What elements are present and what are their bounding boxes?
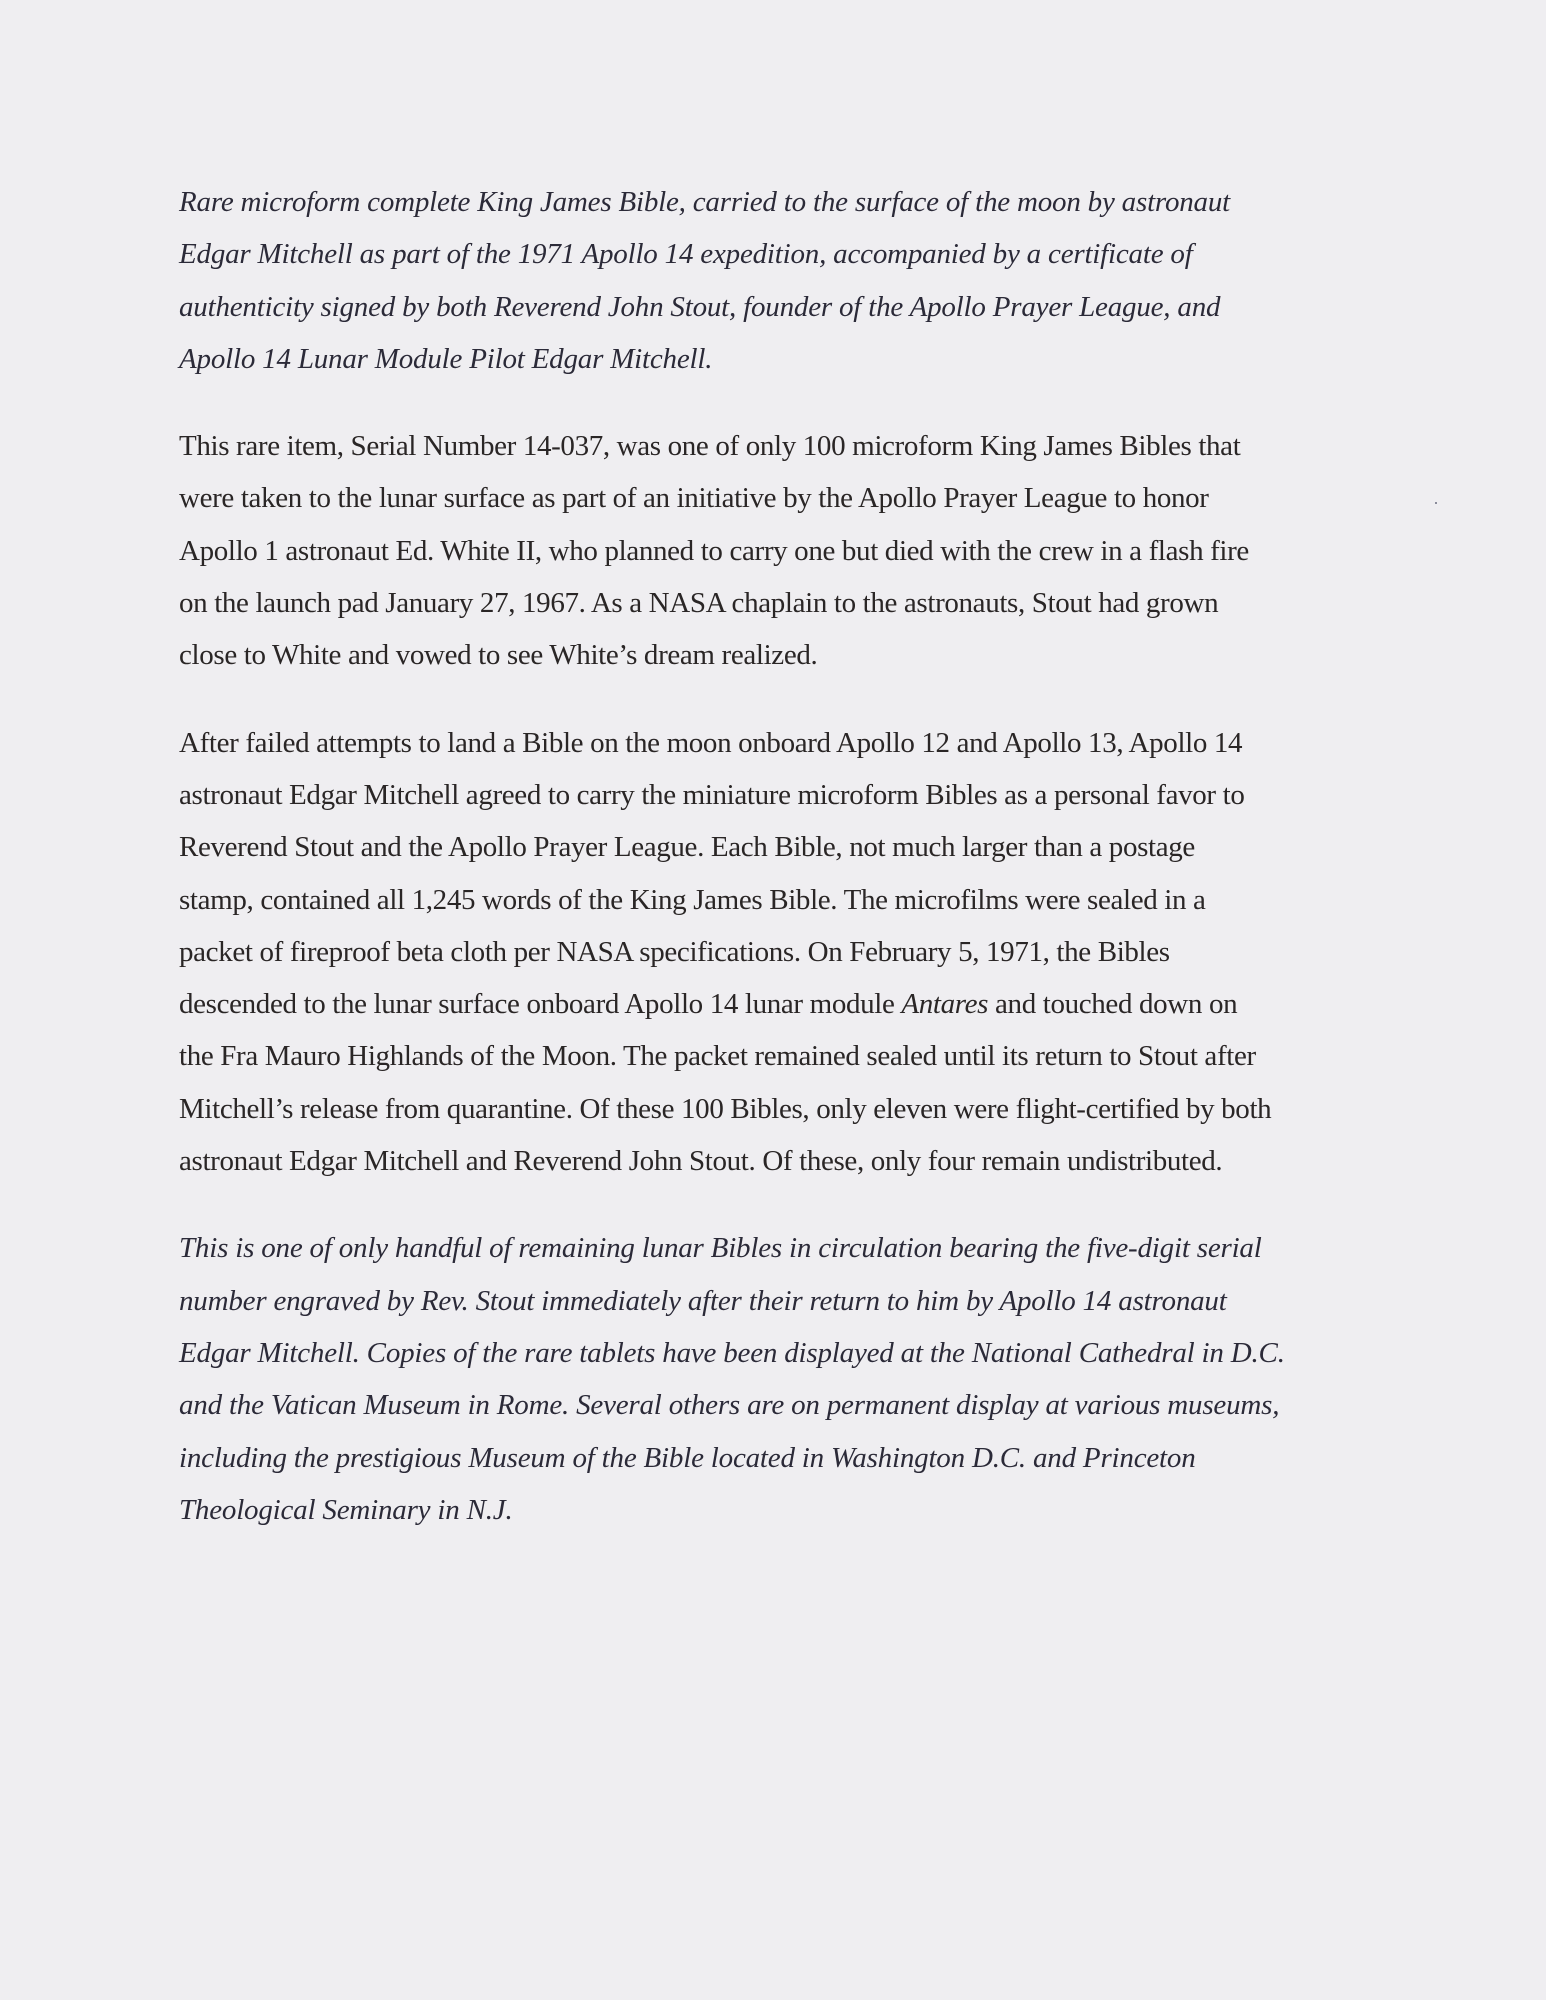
text-line: Apollo 14 Lunar Module Pilot Edgar Mitchell.: [179, 342, 713, 375]
text-line: close to White and vowed to see White’s dream realized.: [179, 639, 818, 672]
text-line: including the prestigious Museum of the Bible located in Washington D.C. and Princeton: [179, 1441, 1196, 1474]
text-line: authenticity signed by both Reverend John Stout, founder of the Apollo Prayer League, and: [179, 290, 1221, 323]
text-line: Reverend Stout and the Apollo Prayer League. Each Bible, not much larger than a postage: [179, 831, 1195, 864]
text-line: astronaut Edgar Mitchell agreed to carry the miniature microform Bibles as a personal favor to: [179, 778, 1245, 811]
text-line: number engraved by Rev. Stout immediately after their return to him by Apollo 14 astronaut: [179, 1284, 1227, 1317]
text-line: Mitchell’s release from quarantine. Of these 100 Bibles, only eleven were flight-certified by both: [179, 1092, 1272, 1125]
history-paragraph: [179, 420, 1379, 681]
mission-paragraph: [179, 717, 1379, 1188]
text-line: astronaut Edgar Mitchell and Reverend John Stout. Of these, only four remain undistributed.: [179, 1145, 1223, 1178]
text-line: Theological Seminary in N.J.: [179, 1493, 513, 1526]
text-line: stamp, contained all 1,245 words of the King James Bible. The microfilms were sealed in a: [179, 883, 1206, 916]
document-page: [179, 176, 1379, 1571]
text-line: packet of fireproof beta cloth per NASA specifications. On February 5, 1971, the Bibles: [179, 935, 1170, 968]
text-line: Rare microform complete King James Bible, carried to the surface of the moon by astronaut: [179, 186, 1230, 218]
text-line: This is one of only handful of remaining lunar Bibles in circulation bearing the five-digit serial: [179, 1232, 1262, 1265]
text-line: were taken to the lunar surface as part of an initiative by the Apollo Prayer League to honor: [179, 482, 1209, 515]
intro-paragraph: [179, 176, 1379, 385]
closing-paragraph: [179, 1222, 1379, 1536]
text-line: Apollo 1 astronaut Ed. White II, who planned to carry one but died with the crew in a flash fire: [179, 534, 1249, 567]
text-segment: descended to the lunar surface onboard Apollo 14 lunar module: [179, 988, 902, 1021]
paper-speck: [1435, 502, 1437, 504]
lunar-module-name: Antares: [901, 988, 989, 1021]
text-line: the Fra Mauro Highlands of the Moon. The packet remained sealed until its return to Stout after: [179, 1040, 1256, 1073]
text-line-with-module-name: [179, 978, 1379, 1030]
text-line: and the Vatican Museum in Rome. Several others are on permanent display at various museums,: [179, 1389, 1280, 1422]
text-line: Edgar Mitchell. Copies of the rare tablets have been displayed at the National Cathedral in D.C.: [179, 1336, 1285, 1369]
text-line: Edgar Mitchell as part of the 1971 Apollo 14 expedition, accompanied by a certificate of: [179, 238, 1193, 271]
text-line: This rare item, Serial Number 14-037, was one of only 100 microform King James Bibles that: [179, 430, 1241, 463]
text-line: After failed attempts to land a Bible on the moon onboard Apollo 12 and Apollo 13, Apollo 14: [179, 726, 1243, 759]
text-line: on the launch pad January 27, 1967. As a NASA chaplain to the astronauts, Stout had grown: [179, 587, 1219, 620]
text-segment: and touched down on: [988, 988, 1238, 1021]
